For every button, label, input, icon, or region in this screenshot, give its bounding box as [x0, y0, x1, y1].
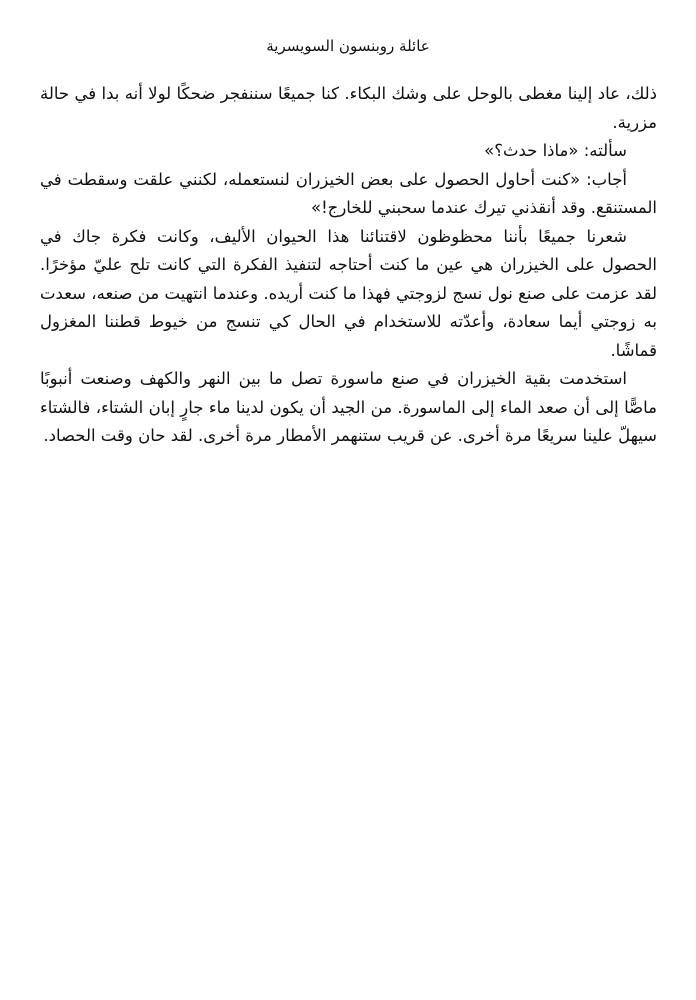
paragraph-loom: شعرنا جميعًا بأننا محظوظون لاقتنائنا هذا الحيوان الأليف، وكانت فكرة جاك في الحصول على الخيزران هي عين ما كنت أحتاجه لتنفيذ الفكرة التي كانت تلح عليّ مؤخرًا. لقد عزمت على صنع نول نسج لزوجتي فهذا ما كنت أريده. وعندما انتهيت من صنعه، سعدت به زوجتي أيما سعادة، وأعدّته للاستخدام في الحال كي تنسج من خيوط قطننا المغزول قماشًا.	[40, 226, 657, 360]
paragraph-pipe: استخدمت بقية الخيزران في صنع ماسورة تصل ما بين النهر والكهف وصنعت أنبوبًا ماصًّا إلى أن صعد الماء إلى الماسورة. من الجيد أن يكون لدينا ماء جارٍ إبان الشتاء، فالشتاء سيهلّ علينا سريعًا مرة أخرى. عن قريب ستنهمر الأمطار مرة أخرى. لقد حان وقت الحصاد.	[40, 369, 657, 445]
running-header-title: عائلة روبنسون السويسرية	[266, 37, 430, 55]
body-text	[40, 80, 657, 451]
paragraph-question: سألته: «ماذا حدث؟»	[484, 141, 627, 160]
paragraph-answer: أجاب: «كنت أحاول الحصول على بعض الخيزران لنستعمله، لكنني علقت وسقطت في المستنقع. وقد أنقذني تيرك عندما سحبني للخارج!»	[40, 169, 657, 217]
paragraph-continued: ذلك، عاد إلينا مغطى بالوحل على وشك البكاء. كنا جميعًا سننفجر ضحكًا لولا أنه بدا في حالة مزرية.	[40, 84, 657, 132]
